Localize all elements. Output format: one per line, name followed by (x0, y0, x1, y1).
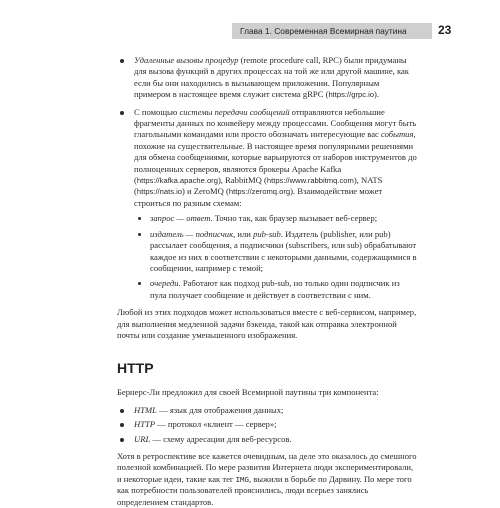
pubsub-text: . Издатель (publisher, или pub) рассылает сообщения, а подписчики (subscribers, или sub) обрабатывают каждое из них в соответствии с некоторыми данными, содержащимися в сообщении, например с темой; (150, 228, 417, 273)
top-bullet-list (117, 55, 417, 301)
link-zeromq[interactable]: https://zeromq.org (228, 187, 291, 197)
url-text: — схему адресации для веб-ресурсов. (150, 433, 292, 444)
messaging-text-7: ). Взаимодействие может строиться по разным схемам: (134, 186, 383, 208)
term-html: HTML (134, 404, 157, 415)
term-publisher-subscriber: издатель — подписчик (150, 228, 234, 239)
tag-img: IMG (235, 474, 249, 484)
term-pub-sub: pub-sub (253, 228, 281, 239)
link-nats[interactable]: https://nats.io (136, 187, 183, 197)
rpc-text-1: (remote procedure call, RPC) были придуманы для вызова функций в других процессах на той же или другой машине, как если бы они находились в вызывающем приложении. Популярным примером в настоящее время служит система gRPC ( (134, 55, 409, 100)
term-events: события (381, 129, 414, 140)
link-grpc[interactable]: https://grpc.io (328, 90, 375, 100)
term-request-response: запрос — ответ (150, 213, 211, 224)
messaging-text-5: ), NATS ( (134, 175, 383, 197)
pattern-queues (134, 278, 417, 301)
html-text: — язык для отображения данных; (156, 404, 284, 415)
term-messaging: системы передачи сообщений (179, 106, 290, 117)
component-html (117, 405, 417, 416)
messaging-text-1: С помощью (134, 106, 180, 117)
messaging-text-4: ), RabbitMQ ( (217, 175, 267, 186)
paragraph-approaches: Любой из этих подходов может использоваться вместе с веб-сервисом, например, для выполнения медленной задачи бэкенда, такой как отправка электронной почты или создание уменьшенного изображения. (117, 307, 417, 340)
running-head: Глава 1. Современная Всемирная паутина (232, 23, 432, 39)
term-http: HTTP (134, 419, 156, 430)
retrospective-text-1: Хотя в ретроспективе все кажется очевидным, на деле это оказалось до смешного полезной комбинацией. По мере развития Интернета люди экспериментировали, и некоторые идеи, такие как тег (117, 450, 417, 484)
link-rabbitmq[interactable]: https://www.rabbitmq.com (266, 176, 354, 186)
pattern-request-response (134, 213, 417, 224)
paragraph-retrospective (117, 451, 417, 508)
retrospective-text-2: , выжили в борьбе по Дарвину. По мере того как потребности пользователей прояснились, люди всерьез занялись определением стандартов. (117, 473, 412, 507)
http-intro: Бернерс-Ли предложил для своей Всемирной паутины три компонента: (117, 387, 379, 398)
bullet-messaging (117, 107, 417, 302)
rpc-text-2: ). (374, 89, 380, 100)
http-components-list (117, 405, 417, 445)
component-url (117, 434, 417, 445)
pattern-pub-sub (134, 229, 417, 275)
messaging-text-3: , похожие на существительные. В настоящее время популярными решениями для обмена сообщениями, которые варьируются от наборов инструментов до полноценных серверов, являются брокеры Apache Kafka ( (134, 129, 417, 186)
http-text: — протокол «клиент — сервер»; (155, 419, 277, 430)
term-queues: очереди (150, 278, 179, 289)
messaging-text-2: отправляются небольшие фрагменты данных по конвейеру между процессами. Сообщения могут быть глагольными командами или просто обозначать интересующие вас (134, 106, 417, 140)
bullet-rpc (117, 55, 417, 101)
pubsub-separator: , или (233, 228, 254, 239)
messaging-patterns-list (134, 213, 417, 301)
queues-text: . Работают как подход pub-sub, но только один подписчик из пула получает сообщение и действует в соответствии с ним. (150, 278, 400, 300)
page-content (117, 55, 417, 508)
term-rpc: Удаленные вызовы процедур (134, 55, 239, 65)
component-http (117, 419, 417, 430)
page-number: 23 (438, 23, 452, 37)
link-kafka[interactable]: https://kafka.apache.org (136, 176, 218, 186)
term-url: URL (134, 433, 151, 444)
section-heading-http: HTTP (117, 360, 154, 377)
messaging-text-6: ) и ZeroMQ ( (182, 186, 229, 197)
request-response-text: . Точно так, как браузер вызывает веб-сервер; (210, 213, 378, 224)
